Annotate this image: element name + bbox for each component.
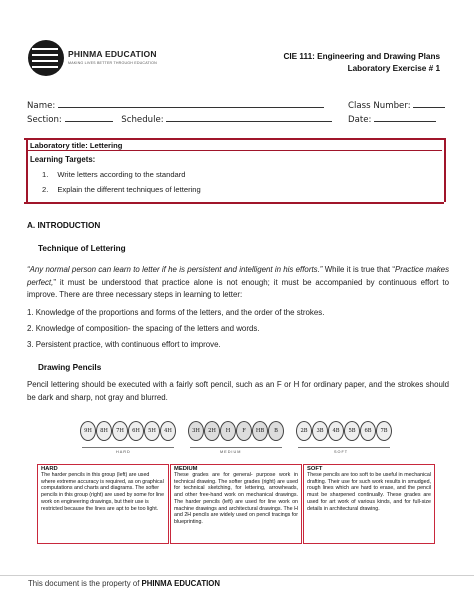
exercise-title: Laboratory Exercise # 1 <box>347 64 440 73</box>
pencil-end-icon: 6H <box>128 421 144 441</box>
grade-text-medium: These grades are for general- purpose work in technical drawing. The softer grades (right) are used for technical sketching, for lettering, arrowheads, and other free-hand work on mechanical drawings. The harder pencils (left) are used for line work on machine drawings and architectural drawings. The H and 2H pencils are widely used on pencil tracings for blueprinting. <box>174 472 298 525</box>
technique-heading: Technique of Lettering <box>38 244 126 253</box>
footer-divider <box>0 575 474 576</box>
quote-practice-makes-perfect: Practice makes perfect, <box>27 265 450 287</box>
label-soft: SOFT <box>334 450 349 454</box>
step-3: 3. Persistent practice, with continuous effort to improve. <box>27 340 221 349</box>
pencil-end-icon: 5H <box>144 421 160 441</box>
learning-target-2: 2. Explain the different techniques of lettering <box>42 185 201 194</box>
medium-pencil-group <box>188 421 292 441</box>
grade-title-soft: SOFT <box>307 466 323 472</box>
pencil-end-icon: H <box>220 421 236 441</box>
pencil-end-icon: 2B <box>296 421 312 441</box>
soft-pencil-group <box>296 421 400 441</box>
grade-text-soft: These pencils are too soft to be useful in mechanical drafting. Their use for such work results in smudged, rough lines which are hard to erase, and the pencil must be sharpened continually. These grades are used for art work of various kinds, and for full-size details in architectural drawing. <box>307 472 431 512</box>
phinma-logo <box>28 40 178 78</box>
pencil-end-icon: 6B <box>360 421 376 441</box>
pencil-end-icon: 3B <box>312 421 328 441</box>
label-hard: HARD <box>116 450 131 454</box>
name-input-line[interactable] <box>58 99 324 108</box>
learning-target-1: 1. Write letters according to the standard <box>42 170 186 179</box>
date-field <box>348 113 436 125</box>
pencil-end-icon: 7B <box>376 421 392 441</box>
technique-paragraph: “Any normal person can learn to letter if he is persistent and intelligent in his efforts.” While it is true that “Practice makes perfect,” it must be understood that practice alone is not enough; it must be accompanied by continuous effort to improve. There are three necessary steps in learning to letter: <box>27 265 450 300</box>
class-number-input-line[interactable] <box>413 99 445 108</box>
pencil-end-icon: HB <box>252 421 268 441</box>
step-1: 1. Knowledge of the proportions and forms of the letters, and the order of the strokes. <box>27 308 325 317</box>
phinma-logo-mark-icon <box>28 40 64 76</box>
name-field <box>27 99 324 111</box>
learning-targets-heading: Learning Targets: <box>30 155 96 164</box>
pencil-end-icon: 7H <box>112 421 128 441</box>
class-number-label: Class Number: <box>348 101 411 111</box>
logo-name: PHINMA EDUCATION <box>68 49 157 59</box>
class-number-field <box>348 99 445 111</box>
grade-box-hard <box>37 464 169 544</box>
pencil-grades-figure <box>80 417 402 457</box>
grade-box-soft <box>303 464 435 544</box>
grade-title-medium: MEDIUM <box>174 466 198 472</box>
schedule-label: Schedule: <box>121 115 164 125</box>
lab-box-bottom-border <box>24 202 444 204</box>
name-label: Name: <box>27 101 56 111</box>
pencil-end-icon: 4B <box>328 421 344 441</box>
pencil-end-icon: 9H <box>80 421 96 441</box>
section-heading-introduction: A. INTRODUCTION <box>27 221 101 230</box>
label-medium: MEDIUM <box>220 450 242 454</box>
pencil-grade-descriptions <box>37 464 435 544</box>
drawing-pencils-paragraph: Pencil lettering should be executed with a fairly soft pencil, such as an F or H for ordinary paper, and the strokes should be dark and sharp, not gray and blurred. <box>27 380 449 402</box>
footer-notice: This document is the property of PHINMA EDUCATION <box>28 579 220 588</box>
quote-any-normal-person: “Any normal person can learn to letter if he is persistent and intelligent in his efforts.” <box>27 265 323 274</box>
footer-owner: PHINMA EDUCATION <box>141 579 220 588</box>
section-label: Section: <box>27 115 62 125</box>
logo-subtitle: MAKING LIVES BETTER THROUGH EDUCATION <box>68 61 157 65</box>
date-label: Date: <box>348 115 372 125</box>
course-title: CIE 111: Engineering and Drawing Plans <box>283 52 440 61</box>
lab-box-divider <box>26 150 442 151</box>
lab-title: Laboratory title: Lettering <box>30 141 123 150</box>
grade-box-medium <box>170 464 302 544</box>
section-field <box>27 113 332 125</box>
grade-text-hard: The harder pencils in this group (left) are used where extreme accuracy is required, as on graphical computations and charts and diagrams. The softer pencils in this group (right) are used by some for line work on engineering drawings, but their use is restricted because the lines are apt to be too light. <box>41 472 165 512</box>
date-input-line[interactable] <box>374 113 436 122</box>
drawing-pencils-heading: Drawing Pencils <box>38 363 102 372</box>
step-2: 2. Knowledge of composition- the spacing of the letters and words. <box>27 324 260 333</box>
grade-title-hard: HARD <box>41 466 58 472</box>
pencil-end-icon: 5B <box>344 421 360 441</box>
pencil-end-icon: B <box>268 421 284 441</box>
pencil-end-icon: 8H <box>96 421 112 441</box>
pencil-end-icon: F <box>236 421 252 441</box>
pencil-end-icon: 3H <box>188 421 204 441</box>
schedule-input-line[interactable] <box>166 113 332 122</box>
pencil-end-icon: 2H <box>204 421 220 441</box>
section-input-line[interactable] <box>65 113 113 122</box>
hard-pencil-group <box>80 421 184 441</box>
pencil-end-icon: 4H <box>160 421 176 441</box>
lab-box-top-border <box>24 138 444 140</box>
